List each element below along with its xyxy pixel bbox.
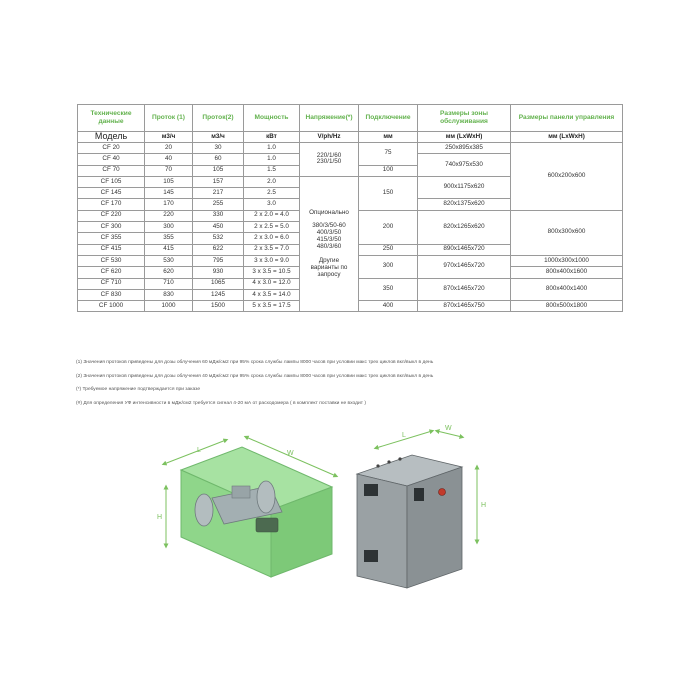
power-cell: 3.0 — [244, 199, 300, 210]
service-zone-cell: 250x895x385 — [418, 143, 511, 154]
flow1-cell: 1000 — [145, 301, 193, 312]
model-cell: CF 415 — [78, 244, 145, 255]
flow2-cell: 1245 — [193, 289, 244, 300]
footnote-uv-intensity: (#) Для определения УФ интенсивности в мДж/см2 требуется сигнал 4-20 мА от расходомера ( в комплект поставки не входит ) — [76, 400, 366, 406]
flow1-cell: 70 — [145, 165, 193, 176]
flow2-cell: 622 — [193, 244, 244, 255]
flow1-cell: 530 — [145, 255, 193, 266]
model-cell: CF 70 — [78, 165, 145, 176]
connection-cell: 100 — [359, 165, 418, 176]
connection-cell: 250 — [359, 244, 418, 255]
power-cell: 2 x 2.0 = 4.0 — [244, 210, 300, 221]
model-cell: CF 40 — [78, 154, 145, 165]
width-label: W — [287, 450, 294, 457]
subheader-power-unit: кВт — [244, 132, 300, 143]
model-cell: CF 830 — [78, 289, 145, 300]
subheader-panel-unit: мм (LxWxH) — [511, 132, 623, 143]
power-cell: 1.0 — [244, 154, 300, 165]
subheader-flow-1-unit: м3/ч — [145, 132, 193, 143]
model-cell: CF 220 — [78, 210, 145, 221]
model-cell: CF 530 — [78, 255, 145, 266]
flow2-cell: 105 — [193, 165, 244, 176]
flow2-cell: 255 — [193, 199, 244, 210]
power-cell: 3 x 3.0 = 9.0 — [244, 255, 300, 266]
reactor-flange-left — [195, 494, 213, 526]
reactor-flange-right — [257, 481, 275, 513]
panel-cell: 1000x300x1000 — [511, 255, 623, 266]
connection-cell: 300 — [359, 255, 418, 278]
flow2-cell: 930 — [193, 267, 244, 278]
model-cell: CF 710 — [78, 278, 145, 289]
flow1-cell: 170 — [145, 199, 193, 210]
header-connection: Подключение — [359, 105, 418, 132]
model-cell: CF 170 — [78, 199, 145, 210]
header-flow-2: Проток(2) — [193, 105, 244, 132]
connection-cell: 150 — [359, 176, 418, 210]
panel-vent-top — [364, 484, 378, 496]
power-cell: 3 x 3.5 = 10.5 — [244, 267, 300, 278]
service-zone-cell: 740x975x530 — [418, 154, 511, 177]
connection-cell: 200 — [359, 210, 418, 244]
flow2-cell: 795 — [193, 255, 244, 266]
connection-cell: 75 — [359, 143, 418, 166]
panel-cell: 800x400x1600 — [511, 267, 623, 278]
header-voltage: Напряжение(*) — [300, 105, 359, 132]
model-cell: CF 300 — [78, 222, 145, 233]
power-cell: 2.0 — [244, 176, 300, 187]
footnote-2: (2) Значения протоков приведены для дозы облучения 40 мДж/см2 при 95% срока службы лампы 8000 часов при условии макс трех циклов вкл/выкл в день — [76, 373, 434, 379]
power-cell: 1.5 — [244, 165, 300, 176]
panel-height-label: H — [481, 502, 487, 509]
header-flow-1: Проток (1) — [145, 105, 193, 132]
power-cell: 2 x 3.0 = 6.0 — [244, 233, 300, 244]
power-cell: 2 x 2.5 = 5.0 — [244, 222, 300, 233]
service-zone-cell: 970x1465x720 — [418, 255, 511, 278]
flow1-cell: 620 — [145, 267, 193, 278]
panel-display — [414, 488, 424, 501]
flow2-cell: 532 — [193, 233, 244, 244]
flow1-cell: 830 — [145, 289, 193, 300]
flow1-cell: 355 — [145, 233, 193, 244]
service-zone-cell: 870x1465x750 — [418, 301, 511, 312]
flow2-cell: 1500 — [193, 301, 244, 312]
header-technical-data: Технические данные — [78, 105, 145, 132]
panel-cell: 800x400x1400 — [511, 278, 623, 301]
service-zone-cell: 900x1175x620 — [418, 176, 511, 199]
panel-main-switch-icon — [439, 489, 446, 496]
height-label: H — [157, 514, 163, 521]
header-service-zone: Размеры зоны обслуживания — [418, 105, 511, 132]
model-cell: CF 20 — [78, 143, 145, 154]
service-zone-box — [157, 437, 336, 577]
model-cell: CF 620 — [78, 267, 145, 278]
power-cell: 4 x 3.0 = 12.0 — [244, 278, 300, 289]
flow1-cell: 300 — [145, 222, 193, 233]
model-cell: CF 355 — [78, 233, 145, 244]
panel-width-label: W — [445, 425, 452, 432]
panel-length-label: L — [402, 432, 406, 439]
service-zone-cell: 820x1375x620 — [418, 199, 511, 210]
model-cell: CF 1000 — [78, 301, 145, 312]
model-cell: CF 105 — [78, 176, 145, 187]
panel-cell: 600x200x600 — [511, 143, 623, 211]
connection-cell: 350 — [359, 278, 418, 301]
power-cell: 4 x 3.5 = 14.0 — [244, 289, 300, 300]
flow2-cell: 30 — [193, 143, 244, 154]
power-cell: 5 x 3.5 = 17.5 — [244, 301, 300, 312]
length-label: L — [197, 447, 201, 454]
flow1-cell: 220 — [145, 210, 193, 221]
subheader-voltage-unit: V/ph/Hz — [300, 132, 359, 143]
panel-front-face — [407, 467, 462, 588]
control-panel-cabinet — [357, 425, 486, 588]
header-power: Мощность — [244, 105, 300, 132]
power-cell: 2.5 — [244, 188, 300, 199]
panel-cell: 800x500x1800 — [511, 301, 623, 312]
flow2-cell: 157 — [193, 176, 244, 187]
service-zone-cell: 820x1265x620 — [418, 210, 511, 244]
subheader-connection-unit: мм — [359, 132, 418, 143]
power-cell: 1.0 — [244, 143, 300, 154]
voltage-cell: 220/1/60 230/1/50 — [300, 143, 359, 177]
panel-cell: 800x300x600 — [511, 210, 623, 255]
flow2-cell: 330 — [193, 210, 244, 221]
flow1-cell: 415 — [145, 244, 193, 255]
service-zone-cell: 890x1465x720 — [418, 244, 511, 255]
flow1-cell: 145 — [145, 188, 193, 199]
service-zone-cell: 870x1465x720 — [418, 278, 511, 301]
flow2-cell: 60 — [193, 154, 244, 165]
panel-vent-bottom — [364, 550, 378, 562]
footnote-voltage: (*) Требуемое напряжение подтверждается при заказе — [76, 387, 201, 392]
power-cell: 2 x 3.5 = 7.0 — [244, 244, 300, 255]
header-control-panel: Размеры панели управления — [511, 105, 623, 132]
flow2-cell: 217 — [193, 188, 244, 199]
flow2-cell: 450 — [193, 222, 244, 233]
model-cell: CF 145 — [78, 188, 145, 199]
reactor-connector — [256, 518, 278, 532]
flow1-cell: 40 — [145, 154, 193, 165]
connection-cell: 400 — [359, 301, 418, 312]
flow1-cell: 105 — [145, 176, 193, 187]
flow1-cell: 710 — [145, 278, 193, 289]
flow2-cell: 1065 — [193, 278, 244, 289]
flow1-cell: 20 — [145, 143, 193, 154]
subheader-flow-2-unit: м3/ч — [193, 132, 244, 143]
subheader-service-zone-unit: мм (LxWxH) — [418, 132, 511, 143]
subheader-model: Модель — [78, 132, 145, 143]
footnote-1: (1) Значения протоков приведены для дозы облучения 60 мДж/см2 при 95% срока службы лампы 8000 часов при условии макс трех циклов вкл/выкл в день — [76, 360, 434, 365]
voltage-cell: Опционально 380/3/50-60 400/3/50 415/3/50 480/3/60 Другие варианты по запросу — [300, 176, 359, 312]
